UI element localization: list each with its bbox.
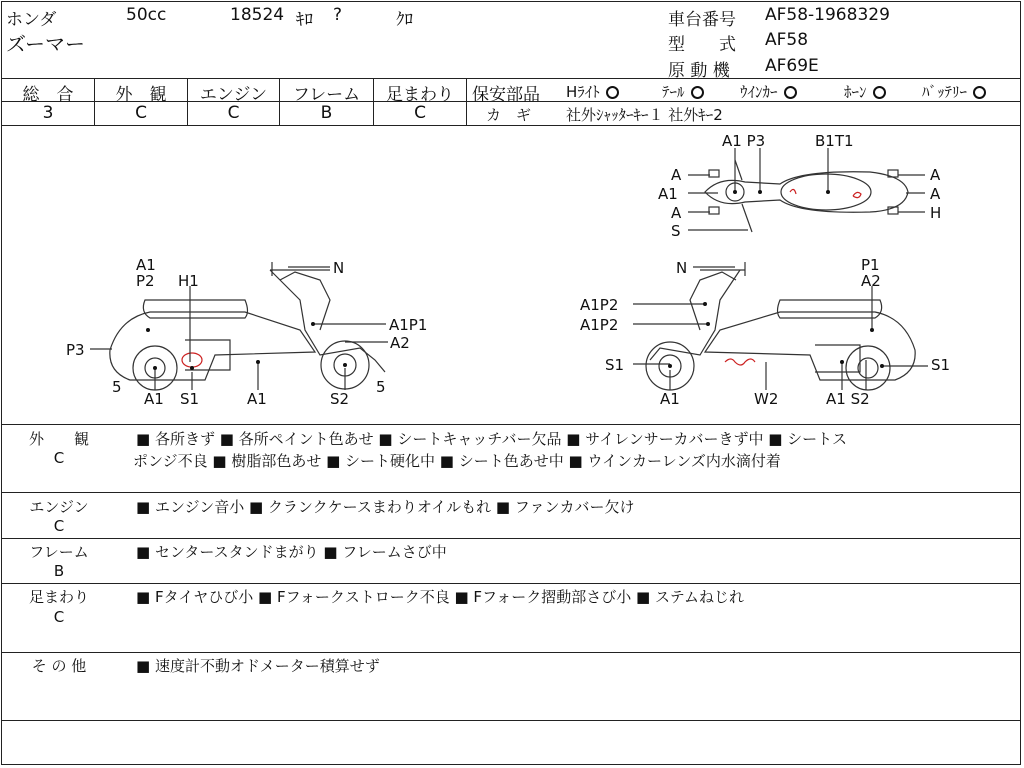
divider <box>1 492 1021 493</box>
diagram-label: A2 <box>861 272 881 290</box>
grade-label-exterior: 外 観 <box>115 85 167 105</box>
diagram-label: A <box>671 204 682 222</box>
note-grade: C <box>53 517 65 535</box>
diagram-label: A1 <box>658 185 678 203</box>
color: ｸﾛ <box>396 10 413 30</box>
key-value: 社外ｼｬｯﾀｰｷｰ１ 社外ｷｰ2 <box>566 106 723 124</box>
grade-label-engine: エンジン <box>199 85 268 105</box>
diagram-label: P1 <box>861 256 880 274</box>
engine-code: AF69E <box>765 56 819 76</box>
diagram-label: S1 <box>605 356 625 374</box>
model-label: 型 式 <box>668 35 736 55</box>
note-category: 足まわり <box>28 588 89 606</box>
diagram-label: P2 <box>136 272 155 290</box>
grade-value-exterior: C <box>135 103 147 123</box>
mileage-unit: ｷﾛ <box>296 10 313 30</box>
diagram-label: S <box>671 222 681 240</box>
note-line: ■ 速度計不動オドメーター積算せず <box>136 657 380 675</box>
diagram-label: W2 <box>754 390 779 408</box>
left-side-scooter <box>90 262 388 390</box>
note-category: フレーム <box>29 543 89 561</box>
diagram-label: A1P2 <box>580 316 619 334</box>
diagram-label: S1 <box>180 390 200 408</box>
mileage-flag: ? <box>333 5 343 25</box>
note-grade: C <box>53 608 65 626</box>
frame-no-label: 車台番号 <box>668 10 736 30</box>
diagram-label: S2 <box>330 390 350 408</box>
diagram-label: A1 <box>247 390 267 408</box>
damage-markers <box>146 190 884 370</box>
divider <box>1 424 1021 425</box>
divider <box>1 538 1021 539</box>
diagram-label: A1 S2 <box>826 390 870 408</box>
grade-label-suspension: 足まわり <box>386 85 454 105</box>
divider <box>1 583 1021 584</box>
note-line: ■ センタースタンドまがり ■ フレームさび中 <box>136 543 447 561</box>
diagram-label: A <box>671 166 682 184</box>
diagram-label: A <box>930 166 941 184</box>
maker: ホンダ <box>6 10 57 30</box>
note-line: ■ Fタイヤひび小 ■ Fフォークストローク不良 ■ Fフォーク摺動部さび小 ■ ステムねじれ <box>136 588 744 606</box>
diagram-label: B1T1 <box>815 132 854 150</box>
mileage: 18524 <box>230 5 285 25</box>
diagram-label: P3 <box>66 341 85 359</box>
note-category: エンジン <box>29 498 89 516</box>
grade-value-engine: C <box>227 103 240 123</box>
safety-item-headlight: Hﾗｲﾄ <box>566 81 619 102</box>
diagram-label: N <box>676 259 688 277</box>
engine-label: 原 動 機 <box>668 61 730 81</box>
safety-item-horn: ﾎｰﾝ <box>844 81 886 102</box>
grade-value-frame: B <box>320 103 333 123</box>
diagram-label: A2 <box>390 334 410 352</box>
diagram-label: A1 <box>136 256 156 274</box>
model-name: ズーマー <box>6 32 85 56</box>
diagram-label: A1 P3 <box>722 132 766 150</box>
grade-label-frame: フレーム <box>292 85 361 105</box>
note-line: ■ エンジン音小 ■ クランクケースまわりオイルもれ ■ ファンカバー欠け <box>136 498 635 516</box>
note-grade: C <box>53 449 65 467</box>
grade-label-overall: 総 合 <box>22 85 74 105</box>
note-line: ポンジ不良 ■ 樹脂部色あせ ■ シート硬化中 ■ シート色あせ中 ■ ウインカーレンズ内水滴付着 <box>133 452 781 470</box>
diagram-label: N <box>333 259 345 277</box>
safety-label: 保安部品 <box>472 85 540 105</box>
diagram-label: H <box>930 204 942 222</box>
divider <box>1 652 1021 653</box>
key-label: カ ギ <box>486 106 532 124</box>
grade-value-overall: 3 <box>42 103 54 123</box>
grade-value-suspension: C <box>414 103 426 123</box>
diagram-label: A <box>930 185 941 203</box>
safety-item-winker: ｳｲﾝｶｰ <box>740 81 797 102</box>
displacement: 50cc <box>126 5 167 25</box>
diagram-label: A1 <box>144 390 164 408</box>
note-category: そ の 他 <box>31 657 87 675</box>
frame-no: AF58-1968329 <box>765 5 890 25</box>
note-grade: B <box>53 562 65 580</box>
divider <box>1 720 1021 721</box>
diagram-label: A1P1 <box>389 316 428 334</box>
note-line: ■ 各所きず ■ 各所ペイント色あせ ■ シートキャッチバー欠品 ■ サイレンサーカバーきず中 ■ シートス <box>136 430 848 448</box>
diagram-label: S1 <box>931 356 951 374</box>
model-code: AF58 <box>765 30 809 50</box>
note-category: 外 観 <box>28 430 89 448</box>
safety-item-battery: ﾊﾞｯﾃﾘｰ <box>922 81 986 102</box>
diagram-label: H1 <box>178 272 199 290</box>
diagram-label: 5 <box>376 378 386 396</box>
diagram-label: A1 <box>660 390 680 408</box>
diagram-label: A1P2 <box>580 296 619 314</box>
safety-item-tail: ﾃｰﾙ <box>662 81 704 102</box>
diagram-label: 5 <box>112 378 122 396</box>
